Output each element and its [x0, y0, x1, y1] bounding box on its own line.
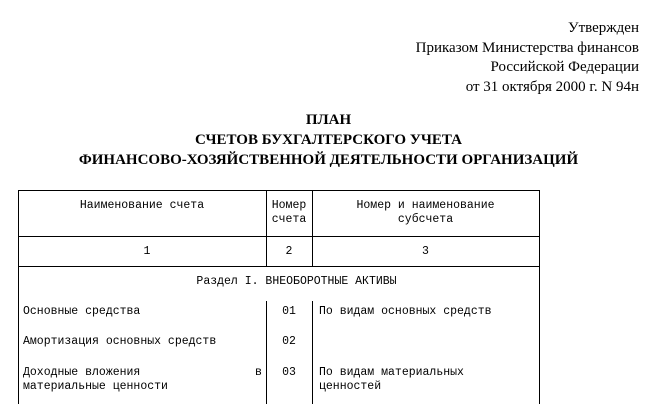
column-number: 3: [422, 245, 429, 258]
approval-line: от 31 октября 2000 г. N 94н: [465, 78, 639, 95]
title-line: СЧЕТОВ БУХГАЛТЕРСКОГО УЧЕТА: [195, 132, 462, 148]
account-number: 02: [282, 335, 296, 348]
header-subaccount: субсчета: [397, 213, 454, 226]
account-name: материальные ценности: [23, 380, 168, 393]
account-name: Доходные вложения: [23, 366, 141, 379]
table-border-top: [18, 190, 540, 191]
column-divider: [312, 301, 313, 404]
subaccount-name: ценностей: [319, 380, 382, 393]
column-number: 2: [285, 245, 293, 258]
table-divider: [18, 266, 540, 267]
approval-line: Приказом Министерства финансов: [415, 39, 639, 56]
header-subaccount: Номер и наименование: [356, 199, 495, 212]
subaccount-name: По видам материальных: [319, 366, 464, 379]
approval-block: [319, 19, 639, 97]
header-number: счета: [271, 213, 307, 226]
title-line: ФИНАНСОВО-ХОЗЯЙСТВЕННОЙ ДЕЯТЕЛЬНОСТИ ОРГАНИЗАЦИЙ: [78, 152, 579, 168]
table-divider: [18, 236, 540, 237]
header-name: Наименование счета: [79, 199, 205, 212]
approval-line: Российской Федерации: [490, 59, 639, 75]
account-name: Амортизация основных средств: [23, 335, 217, 348]
column-number: 1: [143, 245, 151, 258]
subaccount-name: По видам основных средств: [319, 305, 492, 318]
account-name: в: [255, 366, 262, 379]
account-name: Основные средства: [23, 305, 141, 318]
table-border-left: [18, 190, 19, 404]
account-number: 01: [282, 305, 296, 318]
section-title: Раздел I. ВНЕОБОРОТНЫЕ АКТИВЫ: [196, 275, 397, 288]
account-number: 03: [282, 366, 296, 379]
table-border-right: [539, 190, 540, 404]
header-number: Номер: [271, 199, 307, 212]
approval-line: Утвержден: [567, 20, 639, 36]
document-title: [0, 110, 657, 170]
title-line: ПЛАН: [305, 112, 352, 128]
accounts-table: [18, 190, 540, 404]
